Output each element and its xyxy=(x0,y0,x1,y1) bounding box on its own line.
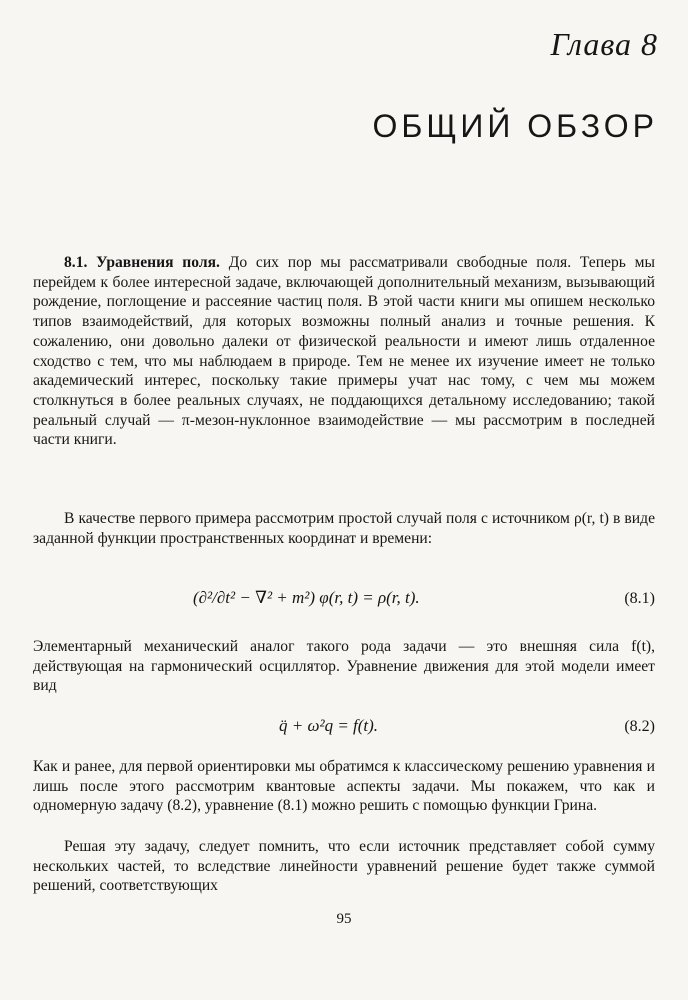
paragraph-1 xyxy=(33,253,655,450)
equation-8-1 xyxy=(33,582,655,622)
section-heading: 8.1. Уравнения поля. xyxy=(64,254,220,271)
paragraph-3: Элементарный механический аналог такого рода задачи — это внешняя сила f(t), действующая на гармонический осциллятор. Уравнение движения для этой модели имеет вид xyxy=(33,638,655,695)
equation-8-1-body: (∂²/∂t² − ∇² + m²) φ(r, t) = ρ(r, t). xyxy=(193,588,420,607)
equation-8-1-number: (8.1) xyxy=(624,590,655,607)
equation-8-2-number: (8.2) xyxy=(624,718,655,735)
paragraph-1-text: До сих пор мы рассматривали свободные поля. Теперь мы перейдем к более интересной задаче, включающей дополнительный механизм, вызывающий рождение, поглощение и рассеяние частиц поля. В этой части книги мы опишем несколько типов взаимодействий, для которых возможны полный анализ и точные решения. К сожалению, они довольно далеки от физической реальности и имеют лишь отдаленное сходство с тем, что мы наблюдаем в природе. Тем не менее их изучение имеет не только академический интерес, поскольку такие примеры учат нас тому, с чем мы можем столкнуться в более реальных случаях, не поддающихся детальному исследованию; такой реальный случай — π-мезон-нуклонное взаимодействие — мы рассмотрим в последней части книги. xyxy=(33,254,655,449)
chapter-title: ОБЩИЙ ОБЗОР xyxy=(372,108,658,144)
equation-8-2-body: q̈ + ω²q = f(t). xyxy=(279,716,379,735)
paragraph-2: В качестве первого примера рассмотрим простой случай поля с источником ρ(r, t) в виде заданной функции пространственных координат и времени: xyxy=(33,510,655,547)
chapter-label: Глава 8 xyxy=(550,26,658,62)
paragraph-4: Как и ранее, для первой ориентировки мы обратимся к классическому решению уравнения и лишь после этого рассмотрим квантовые аспекты задачи. Мы покажем, что как и одномерную задачу (8.2), уравнение (8.1) можно решить с помощью функции Грина. xyxy=(33,758,655,815)
equation-8-2 xyxy=(33,710,655,750)
page-number: 95 xyxy=(336,911,352,927)
paragraph-5: Решая эту задачу, следует помнить, что если источник представляет собой сумму нескольких частей, то вследствие линейности уравнений решение будет также суммой решений, соответствующих xyxy=(33,838,655,895)
